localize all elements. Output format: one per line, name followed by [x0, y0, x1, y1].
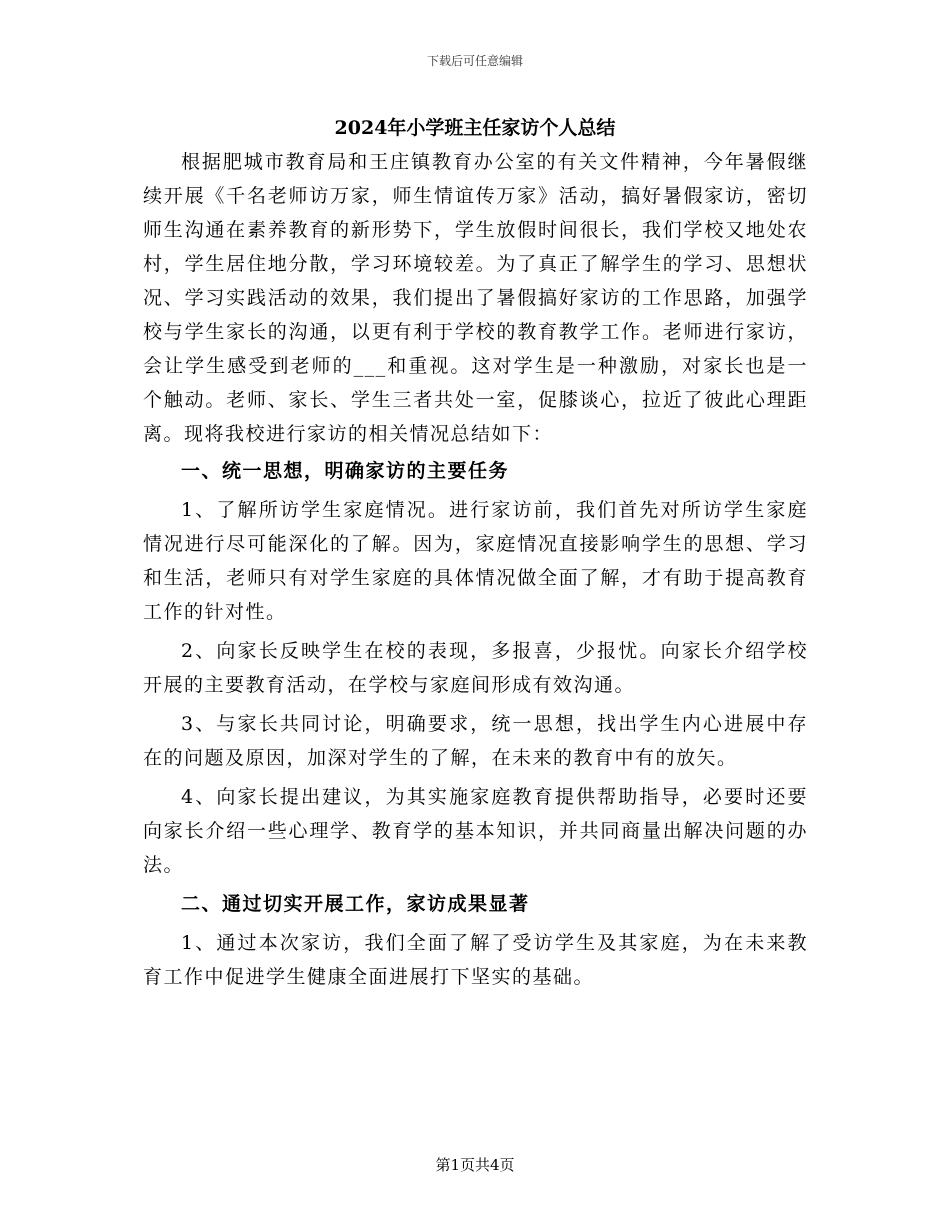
section-1-item-3: 3、与家长共同讨论，明确要求，统一思想，找出学生内心进展中存在的问题及原因，加深对学生的了解，在未来的教育中有的放矢。 — [143, 713, 808, 769]
section-2-item-1: 1、通过本次家访，我们全面了解了受访学生及其家庭，为在未来教育工作中促进学生健康全面进展打下坚实的基础。 — [143, 932, 808, 988]
section-1-item-2: 2、向家长反映学生在校的表现，多报喜，少报忧。向家长介绍学校开展的主要教育活动，在学校与家庭间形成有效沟通。 — [143, 640, 808, 696]
intro-paragraph: 根据肥城市教育局和王庄镇教育办公室的有关文件精神，今年暑假继续开展《千名老师访万家，师生情谊传万家》活动，搞好暑假家访，密切师生沟通在素养教育的新形势下，学生放假时间很长，我们学校又地处农村，学生居住地分散，学习环境较差。为了真正了解学生的学习、思想状况、学习实践活动的效果，我们提出了暑假搞好家访的工作思路，加强学校与学生家长的沟通，以更有利于学校的教育教学工作。老师进行家访，会让学生感受到老师的___和重视。这对学生是一种激励，对家长也是一个触动。老师、家长、学生三者共处一室，促膝谈心，拉近了彼此心理距离。现将我校进行家访的相关情况总结如下： — [143, 151, 808, 445]
section-1-heading: 一、统一思想，明确家访的主要任务 — [181, 460, 510, 482]
page-number: 第1页共4页 — [435, 1156, 515, 1174]
section-2-heading: 二、通过切实开展工作，家访成果显著 — [181, 893, 530, 915]
section-1-item-1: 1、了解所访学生家庭情况。进行家访前，我们首先对所访学生家庭情况进行尽可能深化的了解。因为，家庭情况直接影响学生的思想、学习和生活，老师只有对学生家庭的具体情况做全面了解，才有助于提高教育工作的针对性。 — [143, 499, 808, 623]
header-note: 下载后可任意编辑 — [426, 54, 523, 68]
document-title: 2024年小学班主任家访个人总结 — [334, 117, 616, 139]
section-1-item-4: 4、向家长提出建议，为其实施家庭教育提供帮助指导，必要时还要向家长介绍一些心理学、教育学的基本知识，并共同商量出解决问题的办法。 — [143, 786, 808, 876]
document-body — [143, 145, 808, 994]
